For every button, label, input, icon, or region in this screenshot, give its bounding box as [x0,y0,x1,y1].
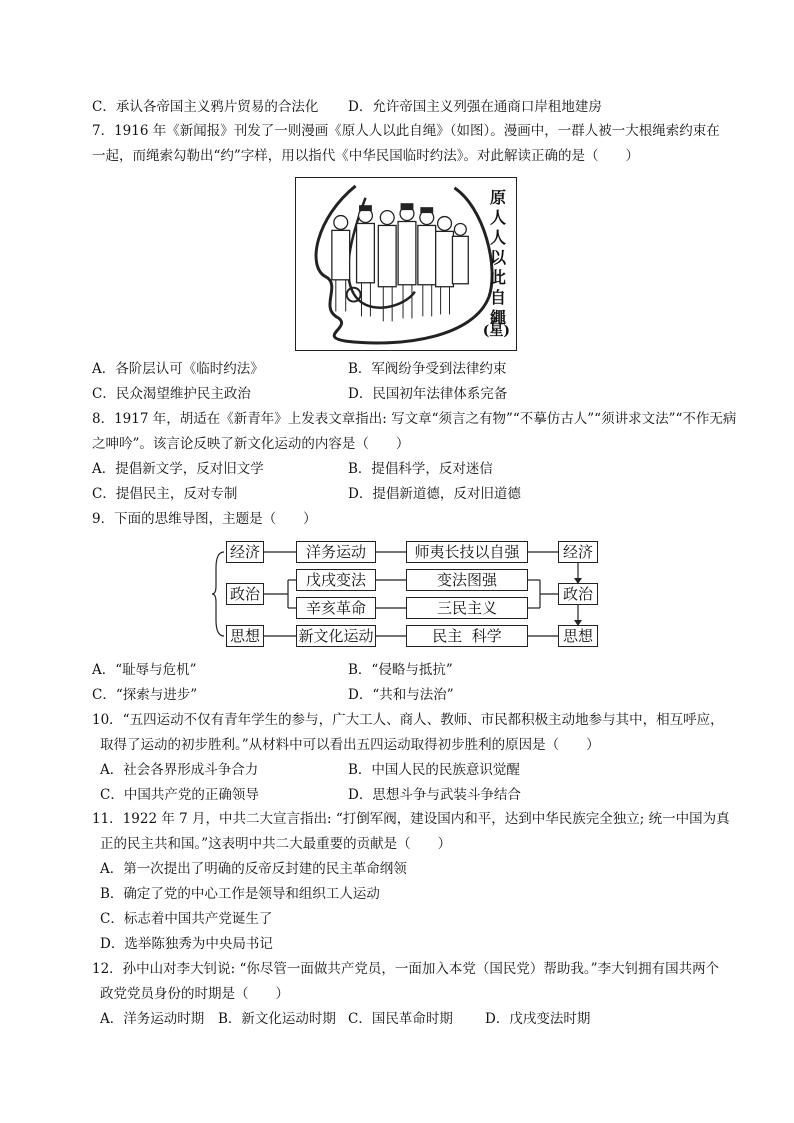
mindmap-event-revolution-1911: 辛亥革命 [296,597,376,619]
q12-stem-line2: 政党党员身份的时期是（ ） [100,986,289,1002]
q12-option-b: B．新文化运动时期 [218,1011,336,1027]
q7-option-b: B．军阀纷争受到法律约束 [348,361,507,377]
q8-option-b: B．提倡科学，反对迷信 [348,461,493,477]
q11-stem-line2: 正的民主共和国。”这表明中共二大最重要的贡献是（ ） [100,836,452,852]
q7-option-c: C．民众渴望维护民主政治 [92,386,251,402]
q8-option-a: A．提倡新文学，反对旧文学 [92,461,264,477]
q8-option-d: D．提倡新道德，反对旧道德 [348,486,521,502]
cartoon-signature: (星) [482,323,510,339]
mindmap-event-westernization: 洋务运动 [296,541,376,563]
q12-option-c: C．国民革命时期 [348,1011,453,1027]
mindmap-idea-learn-west: 师夷长技以自强 [406,541,528,563]
q7-cartoon [295,177,517,351]
cartoon-title: 原人人以此自繩 [489,188,506,327]
mindmap-left-politics: 政治 [226,583,264,605]
q11-option-b: B．确定了党的中心工作是领导和组织工人运动 [100,886,380,902]
q6-option-c: C．承认各帝国主义鸦片贸易的合法化 [92,99,319,115]
q7-stem-line2: 一起，而绳索勾勒出“约”字样，用以指代《中华民国临时约法》。对此解读正确的是（ ） [92,148,640,164]
q9-option-c: C．“探索与进步” [92,687,198,703]
q9-mindmap [212,538,602,650]
q7-option-a: A．各阶层认可《临时约法》 [92,361,264,377]
q8-stem-line2: 之呻吟”。该言论反映了新文化运动的内容是（ ） [92,436,410,452]
q11-option-d: D．选举陈独秀为中央局书记 [100,936,273,952]
q8-stem-line1: 8．1917 年，胡适在《新青年》上发表文章指出: 写文章“须言之有物”“不摹仿古人”“须讲求文法”“不作无病 [92,411,737,427]
q8-option-c: C．提倡民主，反对专制 [92,486,238,502]
mindmap-left-economy: 经济 [226,541,264,563]
mindmap-idea-three-principles: 三民主义 [406,597,528,619]
q10-option-b: B．中国人民的民族意识觉醒 [348,762,520,778]
q12-option-d: D．戊戌变法时期 [485,1011,591,1027]
q11-option-c: C．标志着中国共产党诞生了 [100,911,273,927]
q10-option-a: A．社会各界形成斗争合力 [100,762,259,778]
mindmap-event-reform-1898: 戊戌变法 [296,569,376,591]
q6-option-d: D．允许帝国主义列强在通商口岸租地建房 [348,99,602,115]
q9-option-a: A．“耻辱与危机” [92,662,197,678]
q7-stem-line1: 7．1916 年《新闻报》刊发了一则漫画《原人人以此自绳》（如图）。漫画中，一群人被一大根绳索约束在 [92,123,720,139]
q10-option-d: D．思想斗争与武装斗争结合 [348,787,521,803]
q7-option-d: D．民国初年法律体系完备 [348,386,508,402]
q11-stem-line1: 11．1922 年 7 月，中共二大宣言指出: “打倒军阀，建设国内和平，达到中华民族完全独立; 统一中国为真 [92,811,730,827]
mindmap-right-politics: 政治 [558,583,598,605]
mindmap-right-economy: 经济 [558,541,598,563]
q9-stem-line1: 9．下面的思维导图，主题是（ ） [92,511,317,527]
q10-stem-line1: 10．“五四运动不仅有青年学生的参与，广大工人、商人、教师、市民都积极主动地参与其中，相互呼应， [92,712,724,728]
q10-option-c: C．中国共产党的正确领导 [100,787,259,803]
mindmap-idea-democracy-science: 民主 科学 [406,625,528,647]
q12-stem-line1: 12．孙中山对李大钊说: “你尽管一面做共产党员，一面加入本党（国民党）帮助我。”李大钊拥有国共两个 [92,961,720,977]
mindmap-event-new-culture: 新文化运动 [296,625,376,647]
q11-option-a: A．第一次提出了明确的反帝反封建的民主革命纲领 [100,861,407,877]
q10-stem-line2: 取得了运动的初步胜利。”从材料中可以看出五四运动取得初步胜利的原因是（ ） [100,737,600,753]
q12-option-a: A．洋务运动时期 [100,1011,205,1027]
mindmap-idea-reform: 变法图强 [406,569,528,591]
mindmap-left-thought: 思想 [226,625,264,647]
q9-option-d: D．“共和与法治” [348,687,454,703]
q9-option-b: B．“侵略与抵抗” [348,662,453,678]
mindmap-right-thought: 思想 [558,625,598,647]
